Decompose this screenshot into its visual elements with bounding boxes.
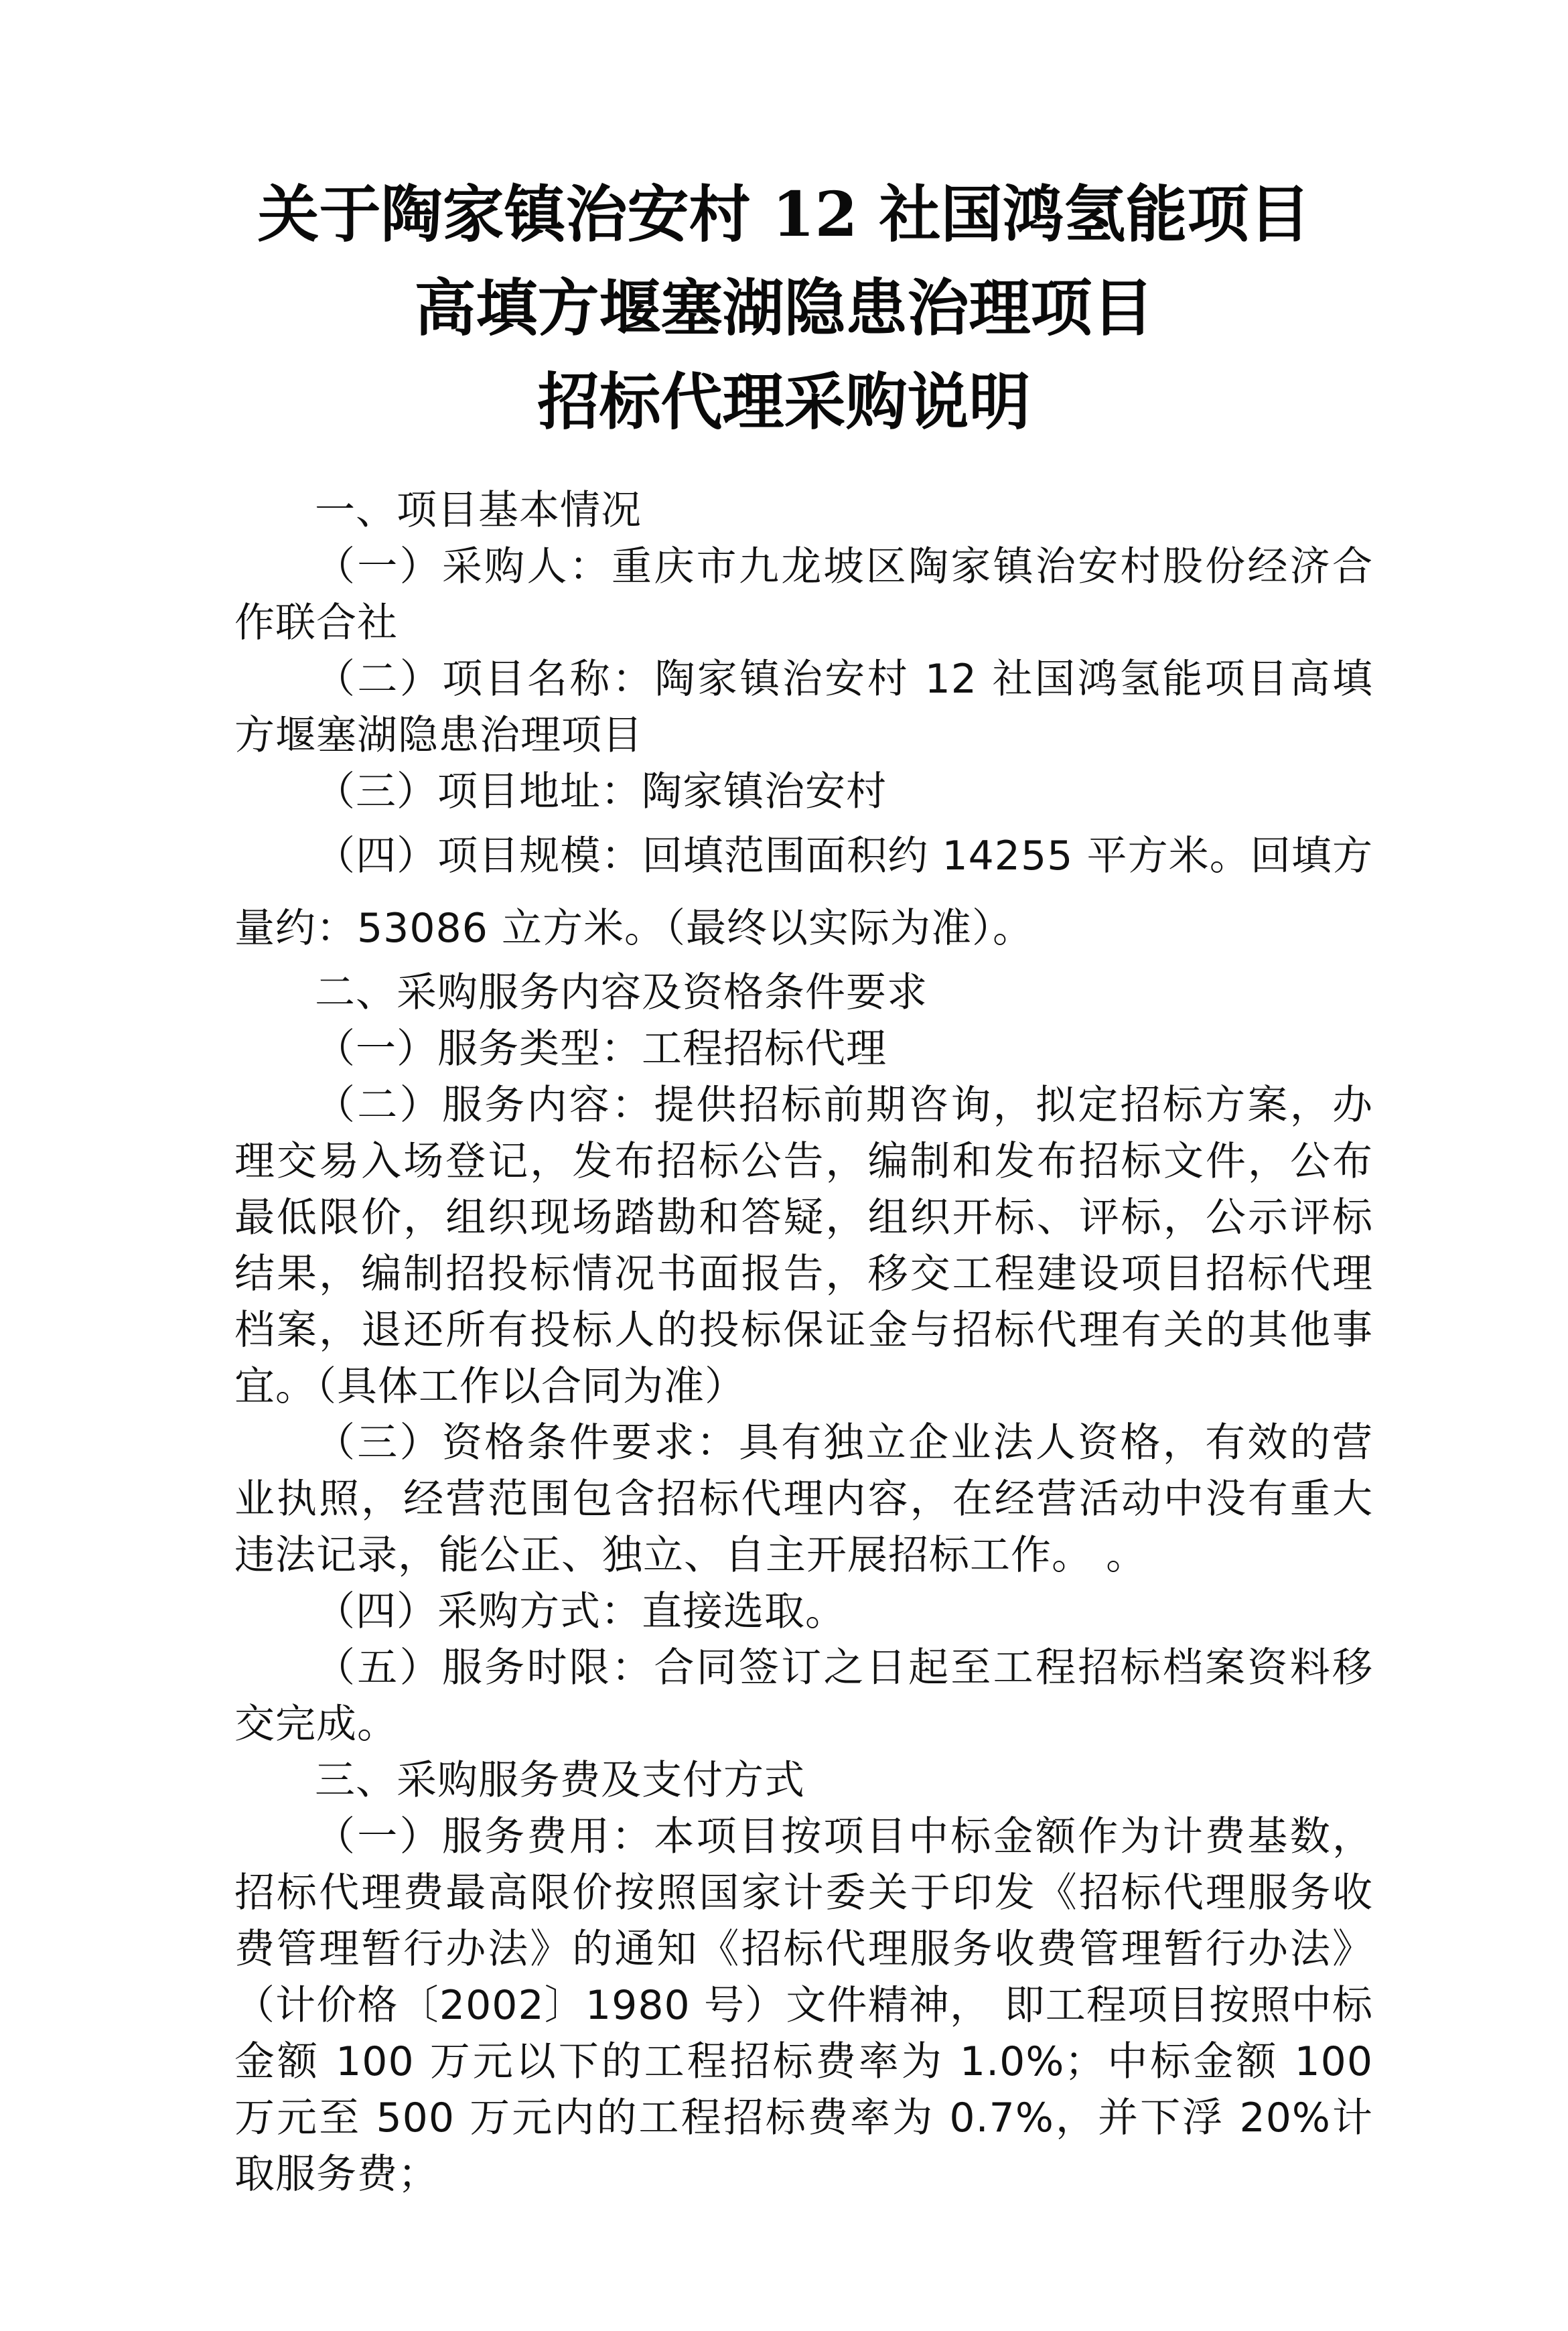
paragraph-project-address: （三）项目地址：陶家镇治安村 (315, 768, 887, 815)
paragraph-qualification: （三）资格条件要求：具有独立企业法人资格，有效的营业执照，经营范围包含招标代理内容，在经营活动中没有重大违法记录，能公正、独立、自主开展招标工作。 。 (234, 1419, 1373, 1579)
paragraph-service-content: （二）服务内容：提供招标前期咨询，拟定招标方案，办理交易入场登记，发布招标公告，编制和发布招标文件，公布最低限价，组织现场踏勘和答疑，组织开标、评标，公示评标结果，编制招投标情况书面报告，移交工程建设项目招标代理档案，退还所有投标人的投标保证金与招标代理有关的其他事宜。（具体工作以合同为准） (234, 1082, 1373, 1410)
paragraph-purchaser: （一）采购人：重庆市九龙坡区陶家镇治安村股份经济合作联合社 (234, 543, 1373, 646)
section-heading-3: 三、采购服务费及支付方式 (315, 1757, 805, 1804)
paragraph-project-name: （二）项目名称：陶家镇治安村 12 社国鸿氢能项目高填方堰塞湖隐患治理项目 (234, 656, 1373, 759)
document-body (234, 482, 1373, 2202)
title-line-3: 招标代理采购说明 (537, 366, 1031, 438)
paragraph-service-type: （一）服务类型：工程招标代理 (315, 1026, 887, 1072)
paragraph-procurement-method: （四）采购方式：直接选取。 (315, 1588, 846, 1635)
document-title (0, 167, 1568, 449)
section-heading-1: 一、项目基本情况 (315, 487, 642, 534)
paragraph-service-period: （五）服务时限：合同签订之日起至工程招标档案资料移交完成。 (234, 1644, 1373, 1748)
title-line-1: 关于陶家镇治安村 12 社国鸿氢能项目 (257, 178, 1311, 251)
paragraph-project-scale: （四）项目规模：回填范围面积约 14255 平方米。回填方量约：53086 立方米。（最终以实际为准）。 (234, 833, 1373, 952)
section-heading-2: 二、采购服务内容及资格条件要求 (315, 969, 928, 1016)
paragraph-service-fee: （一）服务费用：本项目按项目中标金额作为计费基数，招标代理费最高限价按照国家计委关于印发《招标代理服务收费管理暂行办法》的通知《招标代理服务收费管理暂行办法》（计价格〔2002〕1980 号）文件精神， 即工程项目按照中标金额 100 万元以下的工程招标费率为 1.0%；中标金额 100 万元至 500 万元内的工程招标费率为 0.7%，并下浮 20%计取服务费； (234, 1813, 1373, 2198)
title-line-2: 高填方堰塞湖隐患治理项目 (414, 272, 1154, 344)
